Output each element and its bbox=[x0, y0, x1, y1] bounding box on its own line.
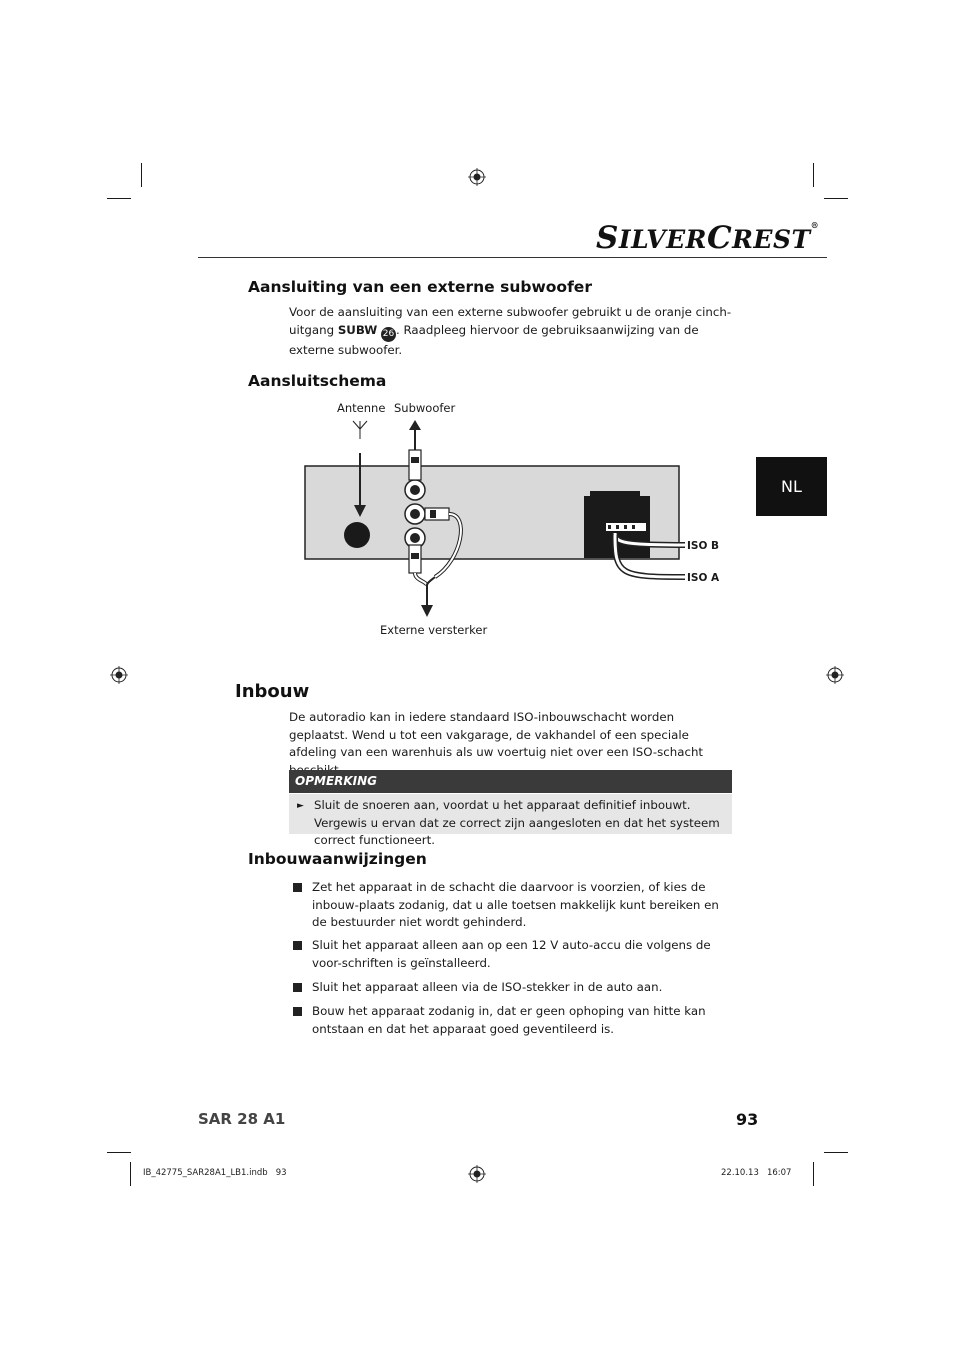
crop-mark bbox=[813, 163, 814, 187]
crop-mark bbox=[107, 1152, 131, 1153]
registration-mark-icon bbox=[110, 666, 128, 684]
antenna-socket bbox=[344, 522, 370, 548]
note-body bbox=[289, 794, 732, 847]
footer-model: SAR 28 A1 bbox=[198, 1110, 286, 1128]
registration-mark-icon bbox=[468, 1165, 486, 1183]
bullet-square-icon bbox=[293, 941, 302, 950]
crop-mark bbox=[141, 163, 142, 187]
rca-socket-middle bbox=[405, 504, 425, 524]
section-title-inbouwaanwijzingen: Inbouwaanwijzingen bbox=[248, 850, 427, 868]
label-subwoofer: Subwoofer bbox=[394, 401, 456, 415]
inbouw-paragraph: De autoradio kan in iedere standaard ISO-inbouwschacht worden geplaatst. Wend u tot een vakgarage, de vakhandel of een speciale afdeling van een warenhuis als uw voertuig niet over een ISO-schacht bbox=[289, 710, 704, 759]
list-item: Sluit het apparaat alleen via de ISO-stekker in de auto aan. bbox=[289, 979, 733, 997]
section-title-inbouw: Inbouw bbox=[235, 681, 310, 702]
brand-logo: SILVERCREST® bbox=[596, 220, 820, 256]
page-number: 93 bbox=[736, 1110, 759, 1129]
crop-mark bbox=[813, 1162, 814, 1186]
language-tab: NL bbox=[756, 457, 827, 516]
bullet-square-icon bbox=[293, 1007, 302, 1016]
registration-mark-icon bbox=[826, 666, 844, 684]
subwoofer-paragraph: Voor de aansluiting van een externe subwoofer gebruikt u de oranje cinch-uitgang SUBW 26 . Raadpleeg hiervoor de gebruiksaanwijzing van de externe subwoofer. bbox=[289, 305, 732, 357]
slug-date-info: 22.10.13 16:07 bbox=[721, 1168, 792, 1178]
crop-mark bbox=[824, 198, 848, 199]
section-title-subwoofer: Aansluiting van een externe subwoofer bbox=[248, 278, 592, 296]
bullet-square-icon bbox=[293, 983, 302, 992]
label-iso-b: ISO B bbox=[687, 540, 720, 552]
label-externe-versterker: Externe versterker bbox=[380, 623, 488, 637]
slug-file-info: IB_42775_SAR28A1_LB1.indb 93 bbox=[143, 1168, 287, 1178]
list-item: Zet het apparaat in de schacht die daarvoor is voorzien, of kies de inbouw-plaats zodanig, dat u alle toetsen makkelijk kunt bereiken en de bestuurder niet wordt gehinderd. bbox=[289, 879, 733, 932]
antenna-icon bbox=[353, 421, 367, 439]
subwoofer-arrow-icon bbox=[409, 420, 421, 450]
arrow-right-icon: ► bbox=[297, 801, 304, 811]
note-text: Sluit de snoeren aan, voordat u het apparaat definitief inbouwt. Vergewis u ervan dat ze correct zijn aangesloten en dat het systeem correct functioneert. bbox=[314, 798, 720, 847]
registration-mark-icon bbox=[468, 168, 486, 186]
crop-mark bbox=[107, 198, 131, 199]
label-antenne: Antenne bbox=[337, 401, 386, 415]
note-heading: OPMERKING bbox=[289, 770, 732, 793]
rca-socket-top bbox=[405, 480, 425, 500]
label-iso-a: ISO A bbox=[687, 572, 720, 584]
connector-number-badge: 26 bbox=[381, 327, 396, 342]
crop-mark bbox=[130, 1162, 131, 1186]
connection-diagram bbox=[290, 395, 740, 645]
bullet-square-icon bbox=[293, 883, 302, 892]
crop-mark bbox=[824, 1152, 848, 1153]
header-rule bbox=[198, 257, 827, 258]
section-title-aansluitschema: Aansluitschema bbox=[248, 372, 387, 390]
amplifier-arrow-icon bbox=[421, 585, 433, 617]
list-item: Sluit het apparaat alleen aan op een 12 V auto-accu die volgens de voor-schriften is geïnstalleerd. bbox=[289, 937, 733, 972]
list-item: Bouw het apparaat zodanig in, dat er geen ophoping van hitte kan ontstaan en dat het apparaat goed geventileerd is. bbox=[289, 1003, 733, 1038]
